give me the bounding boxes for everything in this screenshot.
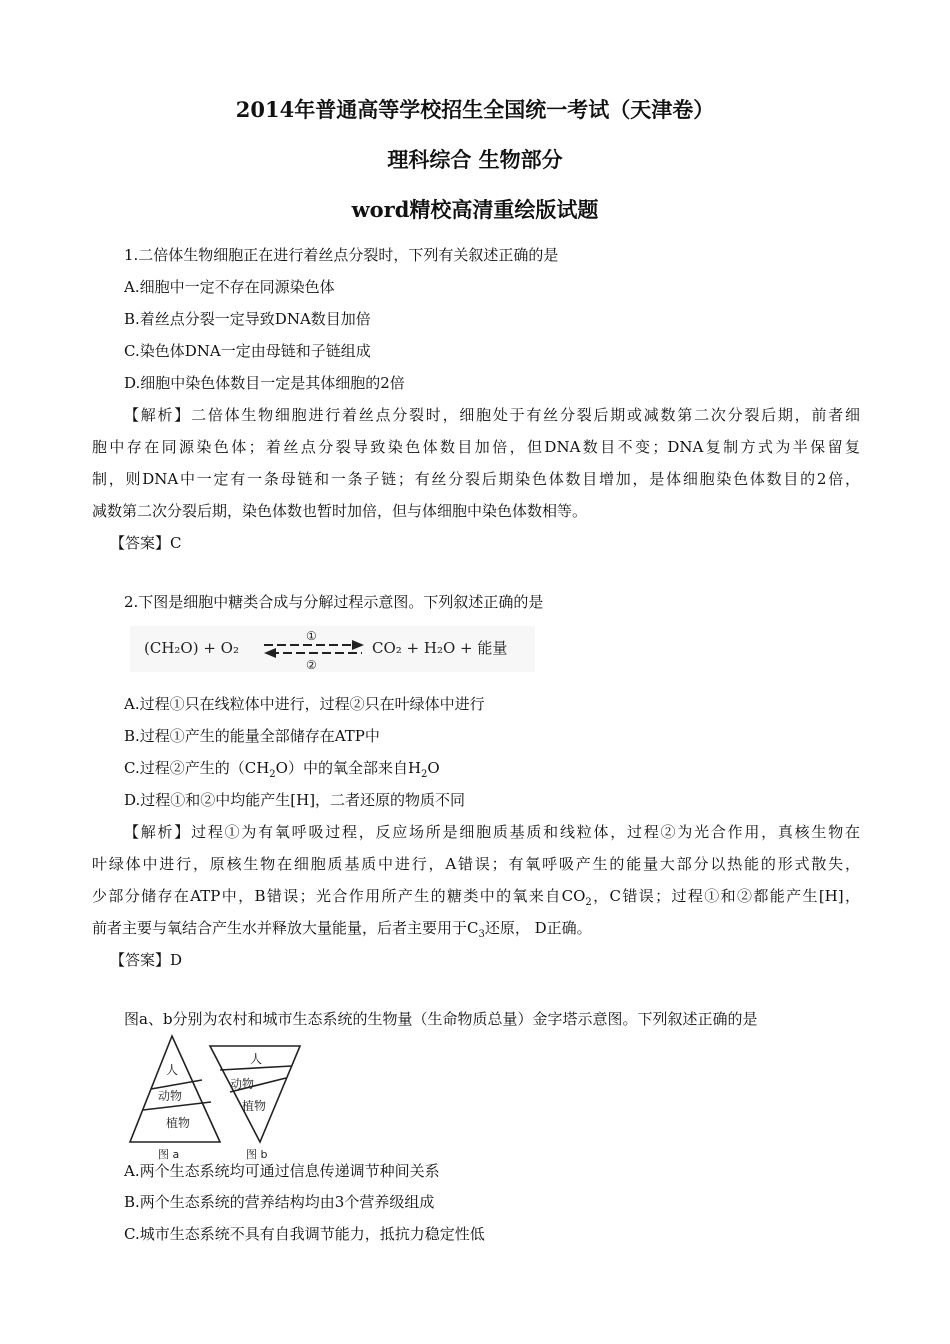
q1-analysis-line: 胞中存在同源染色体；着丝点分裂导致染色体数目加倍，但DNA数目不变；DNA复制方式为半保留复	[92, 438, 860, 456]
q2-option-d: D.过程①和②中均能产生[H]，二者还原的物质不同	[124, 791, 466, 809]
pyramid-b-animal-label: 动物	[230, 1077, 255, 1091]
pyramid-a-plant-label: 植物	[166, 1116, 191, 1130]
q2-analysis-line: 叶绿体中进行，原核生物在细胞质基质中进行，A错误；有氧呼吸产生的能量大部分以热能的形式散失，	[92, 855, 860, 873]
pyramid-b-divider-1	[220, 1066, 292, 1070]
q2-analysis-line: 前者主要与氧结合产生水并释放大量能量，后者主要用于$C_3$还原， D正确。	[92, 919, 592, 940]
caption-a: 图 a	[158, 1148, 180, 1160]
q3-option-a: A.两个生态系统均可通过信息传递调节种间关系	[124, 1162, 440, 1180]
q1-analysis-line: 减数第二次分裂后期，染色体数也暂时加倍，但与体细胞中染色体数相等。	[92, 502, 588, 520]
q1-option-b: B.着丝点分裂一定导致DNA数目加倍	[124, 310, 371, 328]
q2-option-b: B.过程①产生的能量全部储存在ATP中	[124, 727, 380, 745]
equation-left: (CH₂O) + O₂	[144, 639, 239, 657]
pyramid-b-plant-label: 植物	[242, 1099, 267, 1113]
q1-option-c: C.染色体DNA一定由母链和子链组成	[124, 342, 371, 360]
q2-option-c: C.过程②产生的$(CH_2O)$中的氧全部来自$H_2O$	[124, 759, 440, 780]
biomass-pyramid-figure	[124, 1032, 306, 1160]
q3-stem: 图a、b分别为农村和城市生态系统的生物量（生命物质总量）金字塔示意图。下列叙述正确的是	[124, 1010, 758, 1028]
q1-analysis-line: 制，则DNA中一定有一条母链和一条子链；有丝分裂后期染色体数目增加，是体细胞染色体数目的2倍，	[92, 470, 860, 488]
q1-stem: 1.二倍体生物细胞正在进行着丝点分裂时，下列有关叙述正确的是	[124, 246, 559, 264]
q1-option-a: A.细胞中一定不存在同源染色体	[124, 278, 335, 296]
equation-right: CO₂ + H₂O + 能量	[372, 639, 508, 657]
q2-analysis-line: 少部分储存在ATP中，B错误；光合作用所产生的糖类中的氧来自$CO_2$，C错误；过程①和②都能产生[H]，	[92, 887, 860, 908]
exam-title: 2014年普通高等学校招生全国统一考试（天津卷）	[235, 97, 715, 122]
step-1-label: ①	[306, 629, 317, 643]
q2-analysis-line: 【解析】过程①为有氧呼吸过程，反应场所是细胞质基质和线粒体，过程②为光合作用，真核生物在	[124, 823, 860, 841]
q3-option-b: B.两个生态系统的营养结构均由3个营养级组成	[124, 1193, 435, 1211]
exam-subtitle: 理科综合 生物部分	[387, 147, 563, 172]
caption-b: 图 b	[246, 1148, 268, 1160]
q2-option-a: A.过程①只在线粒体中进行，过程②只在叶绿体中进行	[124, 695, 485, 713]
q1-answer: 【答案】C	[110, 534, 182, 552]
pyramid-b-person-label: 人	[250, 1052, 263, 1066]
pyramid-a-divider-2	[143, 1102, 211, 1110]
pyramid-a-person-label: 人	[166, 1063, 179, 1077]
q1-analysis-line: 【解析】二倍体生物细胞进行着丝点分裂时，细胞处于有丝分裂后期或减数第二次分裂后期，前者细	[124, 406, 860, 424]
pyramid-a-animal-label: 动物	[158, 1089, 183, 1103]
q2-stem: 2.下图是细胞中糖类合成与分解过程示意图。下列叙述正确的是	[124, 593, 544, 611]
edition-note: word精校高清重绘版试题	[351, 197, 599, 222]
q1-option-d: D.细胞中染色体数目一定是其体细胞的2倍	[124, 374, 405, 392]
step-2-label: ②	[306, 658, 317, 672]
reaction-equation-figure	[130, 626, 535, 672]
q2-answer: 【答案】D	[110, 951, 183, 969]
q3-option-c: C.城市生态系统不具有自我调节能力，抵抗力稳定性低	[124, 1225, 485, 1243]
